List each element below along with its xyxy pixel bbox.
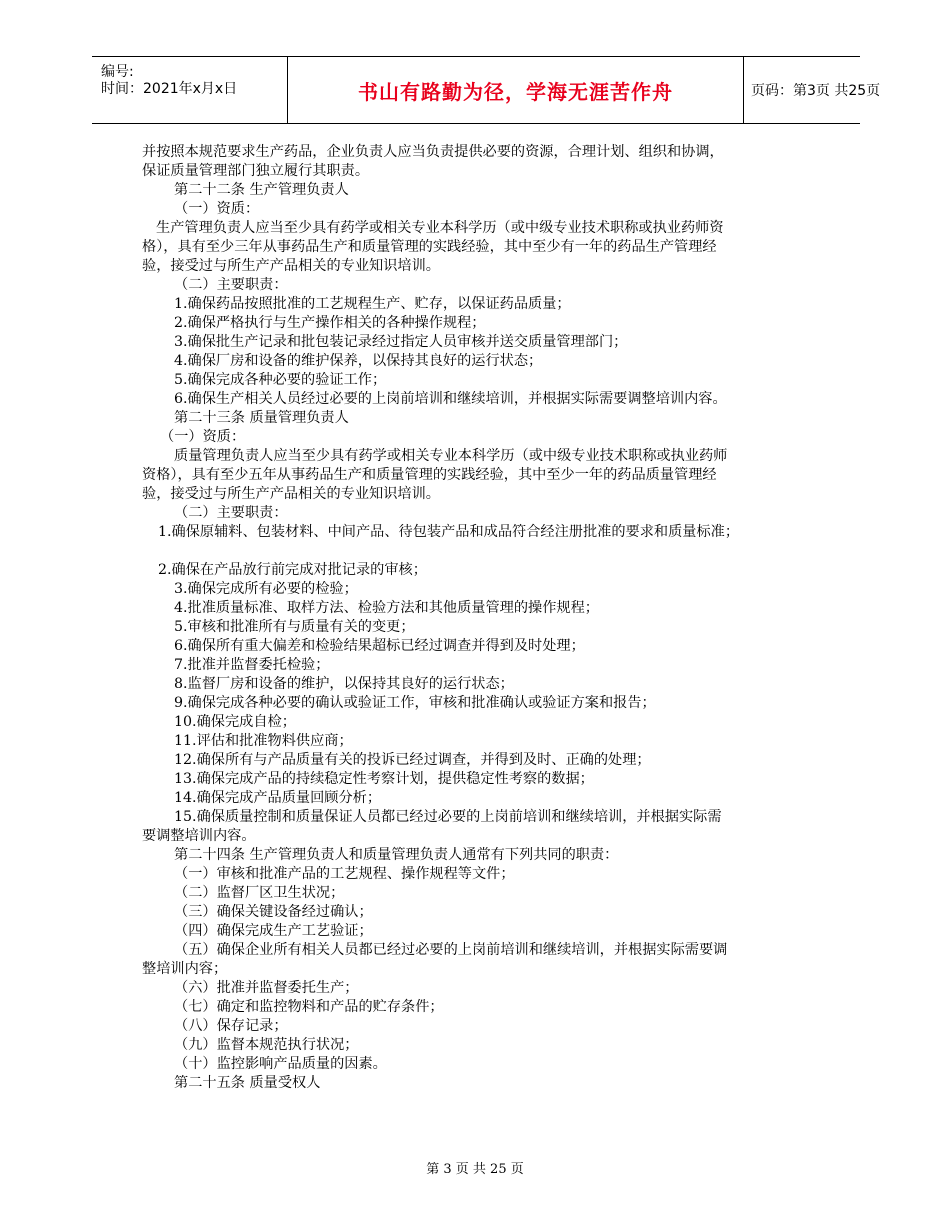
list-item: 12.确保所有与产品质量有关的投诉已经过调查，并得到及时、正确的处理； [174, 752, 651, 768]
list-item: 8.监督厂房和设备的维护，以保持其良好的运行状态； [174, 676, 514, 692]
list-item: 4.批准质量标准、取样方法、检验方法和其他质量管理的操作规程； [174, 600, 599, 616]
list-item: （十）监控影响产品质量的因素。 [174, 1056, 387, 1072]
body-line: 资格），具有至少五年从事药品生产和质量管理的实践经验，其中至少一年的药品质量管理经 [142, 467, 717, 483]
list-item: 7.批准并监督委托检验； [174, 657, 330, 673]
page-header [92, 56, 881, 124]
list-item: 9.确保完成各种必要的确认或验证工作，审核和批准确认或验证方案和报告； [174, 695, 656, 711]
article-heading: 第二十二条 生产管理负责人 [174, 182, 349, 198]
body-line: 质量管理负责人应当至少具有药学或相关专业本科学历（或中级专业技术职称或执业药师 [174, 448, 728, 464]
header-motto: 书山有路勤为径，学海无涯苦作舟 [358, 79, 673, 104]
section-heading: （一）资质： [160, 429, 246, 445]
section-heading: （二）主要职责： [174, 505, 288, 521]
list-item: 6.确保生产相关人员经过必要的上岗前培训和继续培训，并根据实际需要调整培训内容。 [174, 391, 727, 407]
list-item: 5.审核和批准所有与质量有关的变更； [174, 619, 415, 635]
list-item: 14.确保完成产品质量回顾分析； [174, 790, 382, 806]
page-footer: 第 3 页 共 25 页 [426, 1162, 524, 1177]
body-line: 要调整培训内容。 [142, 828, 256, 844]
list-item: （四）确保完成生产工艺验证； [174, 923, 373, 939]
header-meta [92, 57, 287, 123]
list-item: 13.确保完成产品的持续稳定性考察计划，提供稳定性考察的数据； [174, 771, 594, 787]
section-heading: （二）主要职责： [174, 277, 288, 293]
list-item: （三）确保关键设备经过确认； [174, 904, 373, 920]
body-line: 生产管理负责人应当至少具有药学或相关专业本科学历（或中级专业技术职称或执业药师资 [156, 220, 724, 236]
list-item: 3.确保批生产记录和批包装记录经过指定人员审核并送交质量管理部门； [174, 334, 628, 350]
list-item: 10.确保完成自检； [174, 714, 296, 730]
list-item: 2.确保严格执行与生产操作相关的各种操作规程； [174, 315, 486, 331]
list-item: （九）监督本规范执行状况； [174, 1037, 359, 1053]
list-item: （八）保存记录； [174, 1018, 288, 1034]
list-item: 1.确保原辅料、包装材料、中间产品、待包装产品和成品符合经注册批准的要求和质量标准； [158, 524, 740, 540]
list-item: （七）确定和监控物料和产品的贮存条件； [174, 999, 444, 1015]
list-item: （五）确保企业所有相关人员都已经过必要的上岗前培训和继续培训，并根据实际需要调 [174, 942, 728, 958]
article-heading: 第二十四条 生产管理负责人和质量管理负责人通常有下列共同的职责： [174, 847, 619, 863]
list-item: （二）监督厂区卫生状况； [174, 885, 345, 901]
list-item: 2.确保在产品放行前完成对批记录的审核； [158, 562, 427, 578]
body-line: 整培训内容； [142, 961, 228, 977]
list-item: 6.确保所有重大偏差和检验结果超标已经过调查并得到及时处理； [174, 638, 585, 654]
list-item: 5.确保完成各种必要的验证工作； [174, 372, 387, 388]
document-number-label: 编号: [101, 64, 134, 80]
body-line: 验，接受过与所生产产品相关的专业知识培训。 [142, 258, 440, 274]
header-page-info: 页码：第3页 共25页 [751, 83, 881, 99]
body-line: 保证质量管理部门独立履行其职责。 [142, 163, 370, 179]
header-motto-cell [287, 57, 744, 123]
body-line: 并按照本规范要求生产药品，企业负责人应当负责提供必要的资源，合理计划、组织和协调， [142, 144, 724, 160]
document-time-label: 时间：2021年x月x日 [101, 81, 238, 97]
list-item: （一）审核和批准产品的工艺规程、操作规程等文件； [174, 866, 515, 882]
body-line: 格），具有至少三年从事药品生产和质量管理的实践经验，其中至少有一年的药品生产管理经 [142, 239, 717, 255]
list-item: 3.确保完成所有必要的检验； [174, 581, 358, 597]
header-page-cell [743, 57, 881, 123]
list-item: 15.确保质量控制和质量保证人员都已经过必要的上岗前培训和继续培训，并根据实际需 [174, 809, 722, 825]
list-item: 11.评估和批准物料供应商； [174, 733, 353, 749]
article-heading: 第二十五条 质量受权人 [174, 1075, 321, 1091]
section-heading: （一）资质： [174, 201, 260, 217]
list-item: 1.确保药品按照批准的工艺规程生产、贮存，以保证药品质量； [174, 296, 571, 312]
body-line: 验，接受过与所生产产品相关的专业知识培训。 [142, 486, 440, 502]
list-item: 4.确保厂房和设备的维护保养，以保持其良好的运行状态； [174, 353, 543, 369]
list-item: （六）批准并监督委托生产； [174, 980, 359, 996]
article-heading: 第二十三条 质量管理负责人 [174, 410, 349, 426]
